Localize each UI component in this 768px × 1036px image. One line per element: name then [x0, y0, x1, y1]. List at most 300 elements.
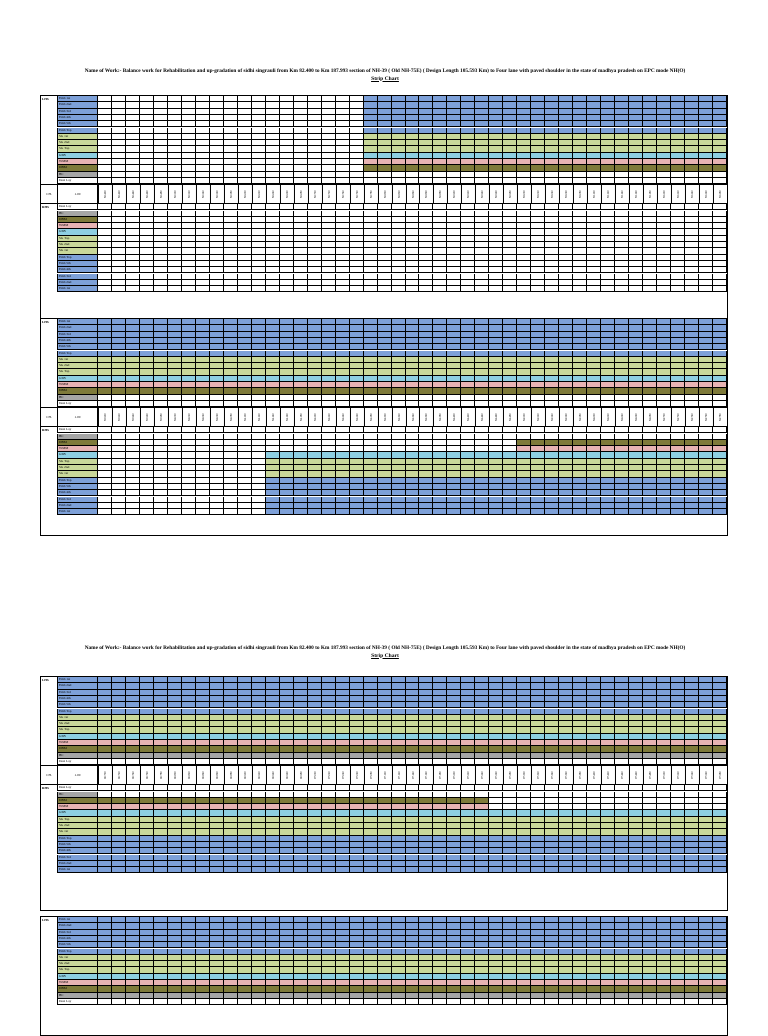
work-title: Name of Work:- Balance work for Rehabilitation and up-gradation of sidhi singrauli from Km 82.400 to Km 187.993 section of NH-39 ( Old NH-75E) ( Design Length 105.593 Km) to Four lane with paved shoulder in the state of madhya pradesh on EPC mode NH(O) [84, 645, 686, 651]
chainage-value: 97.580 [713, 766, 727, 784]
chainage-value: 83.000 [517, 185, 531, 203]
strip-cell [252, 509, 266, 515]
chainage-value: 97.240 [475, 766, 489, 784]
strip-cell [671, 286, 685, 292]
chainage-value: 96.960 [280, 766, 294, 784]
chainage-value: 96.940 [266, 766, 280, 784]
layer-label: BC [58, 993, 98, 999]
chainage-value: 83.060 [559, 185, 573, 203]
layer-label: Emb 5th [58, 121, 98, 127]
layer-label: Emb 4th [58, 848, 98, 854]
strip-cell [657, 867, 671, 873]
strip-cell [419, 509, 433, 515]
strip-cell [112, 999, 126, 1005]
side-label: LHS [41, 677, 58, 683]
strip-cell [475, 509, 489, 515]
layer-label: GSB [58, 376, 98, 382]
chainage-value: 84.600 [587, 408, 601, 426]
strip-cell [419, 286, 433, 292]
layer-label: SG 2nd [58, 465, 98, 471]
strip-cell [224, 999, 238, 1005]
chainage-value: 96.780 [154, 766, 168, 784]
layer-label: Emb 1st [58, 677, 98, 683]
chainage-value: 82.600 [238, 185, 252, 203]
strip-cell [112, 509, 126, 515]
chainage-value: 82.440 [126, 185, 140, 203]
chainage-value: 83.260 [699, 185, 713, 203]
strip-cell [587, 286, 601, 292]
strip-cell [503, 509, 517, 515]
chainage-value: 84.780 [713, 408, 727, 426]
chainage-value: 82.640 [266, 185, 280, 203]
strip-cell [182, 999, 196, 1005]
chainage-value: 84.140 [266, 408, 280, 426]
strip-cell [699, 509, 713, 515]
chainage-value: 97.360 [559, 766, 573, 784]
side-label: LHS [41, 917, 58, 923]
layer-label: SG 1st [58, 471, 98, 477]
layer-label: Emb 2nd [58, 325, 98, 331]
chainage-value: 97.440 [615, 766, 629, 784]
strip-cell [140, 999, 154, 1005]
layer-label: SG 2nd [58, 242, 98, 248]
layer-label: SG 1st [58, 248, 98, 254]
side-spacer [41, 999, 58, 1005]
chainage-interval: 1.00 [58, 408, 98, 426]
chainage-value: 84.040 [196, 408, 210, 426]
strip-cell [308, 286, 322, 292]
strip-cell [643, 867, 657, 873]
chainage-value: 84.200 [308, 408, 322, 426]
strip-cell [643, 509, 657, 515]
strip-cell [210, 286, 224, 292]
chainage-value: 84.680 [643, 408, 657, 426]
layer-label: Desi Lay [58, 427, 98, 433]
chainage-value: 97.180 [433, 766, 447, 784]
strip-cell [615, 999, 629, 1005]
strip-cell [713, 509, 727, 515]
chainage-value: 83.240 [685, 185, 699, 203]
strip-cell [378, 286, 392, 292]
strip-cell [587, 867, 601, 873]
chainage-value: 96.760 [140, 766, 154, 784]
strip-cell [419, 867, 433, 873]
strip-cell [699, 867, 713, 873]
strip-cell [406, 509, 420, 515]
layer-label: SG 2nd [58, 823, 98, 829]
strip-cell [573, 867, 587, 873]
strip-cell [196, 509, 210, 515]
strip-cell [629, 509, 643, 515]
chainage-value: 83.220 [671, 185, 685, 203]
strip-cell [280, 999, 294, 1005]
strip-cell [629, 999, 643, 1005]
layer-label: BC [58, 211, 98, 217]
layer-label: GSB [58, 974, 98, 980]
chainage-value: 82.880 [433, 185, 447, 203]
layer-label: Emb 5th [58, 484, 98, 490]
strip-cell [657, 509, 671, 515]
chainage-value: 97.020 [322, 766, 336, 784]
layer-label: BC [58, 792, 98, 798]
chainage-value: 84.760 [699, 408, 713, 426]
layer-label: SG 2nd [58, 961, 98, 967]
strip-cell [517, 867, 531, 873]
chainage-value: 84.580 [573, 408, 587, 426]
strip-cell [336, 509, 350, 515]
chainage-value: 97.060 [350, 766, 364, 784]
strip-cell [140, 509, 154, 515]
chainage-label: CH. [41, 185, 58, 203]
strip-chart-block-3 [40, 676, 728, 911]
strip-cell [266, 999, 280, 1005]
strip-cell [336, 867, 350, 873]
chainage-value: 82.460 [140, 185, 154, 203]
chainage-value: 83.940 [126, 408, 140, 426]
chainage-value: 83.020 [531, 185, 545, 203]
strip-cell [140, 286, 154, 292]
strip-cell [685, 999, 699, 1005]
strip-cell [559, 867, 573, 873]
strip-cell [322, 509, 336, 515]
layer-cells [98, 286, 727, 292]
strip-cell [378, 509, 392, 515]
strip-cell [350, 286, 364, 292]
strip-cell [224, 286, 238, 292]
layer-label: Emb 2nd [58, 503, 98, 509]
layer-label: Emb 1st [58, 867, 98, 873]
page-header-1 [40, 68, 730, 82]
strip-cell [126, 509, 140, 515]
strip-cell [601, 867, 615, 873]
layer-label: Desi Lay [58, 759, 98, 765]
layer-label: Emb 1st [58, 286, 98, 292]
chainage-value: 82.580 [224, 185, 238, 203]
strip-cell [196, 286, 210, 292]
strip-cell [531, 509, 545, 515]
strip-cell [294, 509, 308, 515]
layer-label: Desi Lay [58, 178, 98, 184]
chainage-value: 82.860 [419, 185, 433, 203]
strip-cell [182, 286, 196, 292]
layer-label: WMM [58, 159, 98, 165]
chainage-value: 97.520 [671, 766, 685, 784]
layer-label: WMM [58, 382, 98, 388]
layer-label: Emb 5th [58, 702, 98, 708]
strip-cell [112, 286, 126, 292]
layer-label: Emb 3rd [58, 855, 98, 861]
strip-cell [322, 999, 336, 1005]
layer-label: Emb Top [58, 949, 98, 955]
strip-cell [489, 509, 503, 515]
chainage-value: 82.620 [252, 185, 266, 203]
chainage-value: 84.380 [433, 408, 447, 426]
strip-cell [713, 999, 727, 1005]
chainage-value: 97.540 [685, 766, 699, 784]
layer-label: BC [58, 395, 98, 401]
chainage-value: 97.200 [447, 766, 461, 784]
chainage-value: 83.040 [545, 185, 559, 203]
chainage-row [41, 407, 727, 427]
layer-label: Emb 3rd [58, 690, 98, 696]
strip-cell [601, 286, 615, 292]
chainage-value: 96.840 [196, 766, 210, 784]
layer-label: Emb 3rd [58, 109, 98, 115]
strip-cell [461, 867, 475, 873]
strip-cell [559, 509, 573, 515]
strip-cell [140, 867, 154, 873]
side-label: RHS [41, 785, 58, 791]
strip-cell [154, 509, 168, 515]
chainage-value: 82.760 [350, 185, 364, 203]
layer-label: Emb 4th [58, 115, 98, 121]
strip-cell [573, 286, 587, 292]
chainage-value: 84.660 [629, 408, 643, 426]
layer-label: Emb 1st [58, 917, 98, 923]
layer-label: SG Top [58, 817, 98, 823]
layer-label: Emb Top [58, 836, 98, 842]
layer-label: BC [58, 434, 98, 440]
strip-cell [266, 509, 280, 515]
chainage-value: 96.920 [252, 766, 266, 784]
strip-cell [657, 999, 671, 1005]
strip-cell [280, 509, 294, 515]
strip-cell [98, 509, 112, 515]
strip-cell [294, 999, 308, 1005]
chainage-value: 84.540 [545, 408, 559, 426]
strip-cell [503, 867, 517, 873]
layer-label: Emb 3rd [58, 497, 98, 503]
strip-cell [266, 867, 280, 873]
strip-cell [406, 999, 420, 1005]
chainage-value: 96.700 [98, 766, 112, 784]
layer-row [41, 999, 727, 1005]
side-label: RHS [41, 427, 58, 433]
strip-cell [531, 286, 545, 292]
layer-label: WMM [58, 446, 98, 452]
chainage-value: 97.160 [419, 766, 433, 784]
layer-label: SG 2nd [58, 721, 98, 727]
chainage-row [41, 765, 727, 785]
strip-cell [545, 999, 559, 1005]
layer-label: Desi Lay [58, 204, 98, 210]
strip-cell [252, 999, 266, 1005]
chainage-value: 97.300 [517, 766, 531, 784]
layer-label: SG Top [58, 967, 98, 973]
layer-label: Emb 5th [58, 842, 98, 848]
chainage-value: 83.960 [140, 408, 154, 426]
strip-cell [545, 867, 559, 873]
strip-cell [294, 867, 308, 873]
side-spacer [41, 286, 58, 292]
chainage-value: 96.860 [210, 766, 224, 784]
strip-cell [98, 999, 112, 1005]
layer-label: Emb 1st [58, 319, 98, 325]
strip-cell [224, 509, 238, 515]
layer-label: Emb 1st [58, 96, 98, 102]
chainage-value: 82.400 [98, 185, 112, 203]
strip-cell [615, 509, 629, 515]
strip-cell [168, 999, 182, 1005]
chainage-value: 84.340 [406, 408, 420, 426]
strip-cell [685, 867, 699, 873]
layer-label: Emb 2nd [58, 683, 98, 689]
layer-cells [98, 509, 727, 515]
chainage-value: 84.460 [489, 408, 503, 426]
chainage-value: 97.100 [378, 766, 392, 784]
layer-label: Emb 3rd [58, 332, 98, 338]
strip-cell [545, 286, 559, 292]
chainage-value: 84.280 [364, 408, 378, 426]
strip-cell [433, 867, 447, 873]
chainage-value: 97.080 [364, 766, 378, 784]
chainage-cells [98, 408, 727, 426]
strip-cell [601, 999, 615, 1005]
strip-cell [280, 867, 294, 873]
chainage-value: 97.400 [587, 766, 601, 784]
strip-cell [168, 509, 182, 515]
layer-label: DBM [58, 798, 98, 804]
layer-label: SG Top [58, 727, 98, 733]
strip-cell [629, 286, 643, 292]
strip-cell [699, 999, 713, 1005]
chainage-value: 97.480 [643, 766, 657, 784]
strip-cell [238, 509, 252, 515]
side-spacer [41, 867, 58, 873]
strip-cell [657, 286, 671, 292]
strip-cell [322, 867, 336, 873]
strip-cell [406, 867, 420, 873]
layer-label: Emb 5th [58, 261, 98, 267]
layer-label: SG 1st [58, 134, 98, 140]
strip-cell [517, 286, 531, 292]
side-label: LHS [41, 96, 58, 102]
strip-cell [406, 286, 420, 292]
strip-cell [168, 286, 182, 292]
strip-cell [154, 999, 168, 1005]
layer-label: Emb Top [58, 255, 98, 261]
strip-cell [308, 999, 322, 1005]
strip-cell [126, 286, 140, 292]
layer-label: Emb 2nd [58, 861, 98, 867]
chainage-value: 84.520 [531, 408, 545, 426]
strip-cell [392, 867, 406, 873]
chainage-value: 84.080 [224, 408, 238, 426]
strip-cell [350, 509, 364, 515]
layer-label: BC [58, 172, 98, 178]
strip-cell [643, 999, 657, 1005]
chainage-value: 97.140 [406, 766, 420, 784]
strip-cell [615, 286, 629, 292]
layer-label: GSB [58, 153, 98, 159]
strip-cell [98, 286, 112, 292]
chainage-value: 84.740 [685, 408, 699, 426]
strip-cell [266, 286, 280, 292]
layer-row [41, 867, 727, 873]
layer-label: Emb 4th [58, 696, 98, 702]
layer-label: GSB [58, 734, 98, 740]
strip-cell [447, 286, 461, 292]
strip-cell [685, 286, 699, 292]
layer-label: Emb 3rd [58, 274, 98, 280]
chainage-value: 82.780 [364, 185, 378, 203]
chainage-value: 84.100 [238, 408, 252, 426]
chainage-value: 83.280 [713, 185, 727, 203]
strip-cell [587, 999, 601, 1005]
layer-label: GSB [58, 452, 98, 458]
chainage-value: 97.320 [531, 766, 545, 784]
layer-label: Emb 4th [58, 936, 98, 942]
chainage-value: 82.740 [336, 185, 350, 203]
chainage-value: 82.660 [280, 185, 294, 203]
chainage-value: 96.720 [112, 766, 126, 784]
strip-cell [126, 867, 140, 873]
strip-cell [475, 867, 489, 873]
strip-cell [587, 509, 601, 515]
strip-chart-block-1 [40, 95, 728, 319]
layer-label: DBM [58, 388, 98, 394]
chainage-value: 82.480 [154, 185, 168, 203]
strip-cell [461, 999, 475, 1005]
chainage-value: 82.820 [392, 185, 406, 203]
chainage-value: 96.820 [182, 766, 196, 784]
strip-cell [489, 286, 503, 292]
layer-label: SG 1st [58, 955, 98, 961]
strip-cell [322, 286, 336, 292]
strip-cell [210, 867, 224, 873]
chainage-value: 84.160 [280, 408, 294, 426]
strip-cell [336, 286, 350, 292]
chainage-value: 97.420 [601, 766, 615, 784]
strip-cell [461, 286, 475, 292]
layer-label: Emb 5th [58, 344, 98, 350]
strip-cell [154, 867, 168, 873]
chainage-value: 84.620 [601, 408, 615, 426]
strip-cell [392, 286, 406, 292]
strip-cell [433, 286, 447, 292]
chainage-value: 84.020 [182, 408, 196, 426]
strip-cell [503, 286, 517, 292]
layer-label: SG 1st [58, 357, 98, 363]
layer-label: SG Top [58, 236, 98, 242]
chainage-value: 84.480 [503, 408, 517, 426]
chainage-interval: 1.00 [58, 185, 98, 203]
strip-cell [475, 999, 489, 1005]
layer-label: SG Top [58, 146, 98, 152]
layer-label: Desi Lay [58, 401, 98, 407]
chainage-value: 96.800 [168, 766, 182, 784]
strip-cell [629, 867, 643, 873]
strip-cell [392, 999, 406, 1005]
layer-label: SG 1st [58, 829, 98, 835]
chainage-row [41, 184, 727, 204]
layer-label: Emb 4th [58, 267, 98, 273]
strip-cell [252, 867, 266, 873]
layer-label: DBM [58, 165, 98, 171]
layer-label: Emb 3rd [58, 930, 98, 936]
strip-cell [433, 999, 447, 1005]
layer-label: SG 1st [58, 715, 98, 721]
layer-label: Emb Top [58, 478, 98, 484]
strip-cell [98, 867, 112, 873]
strip-cell [224, 867, 238, 873]
chainage-value: 96.900 [238, 766, 252, 784]
strip-cell [461, 509, 475, 515]
chainage-value: 97.500 [657, 766, 671, 784]
strip-cell [308, 867, 322, 873]
chainage-value: 97.120 [392, 766, 406, 784]
chainage-value: 84.300 [378, 408, 392, 426]
